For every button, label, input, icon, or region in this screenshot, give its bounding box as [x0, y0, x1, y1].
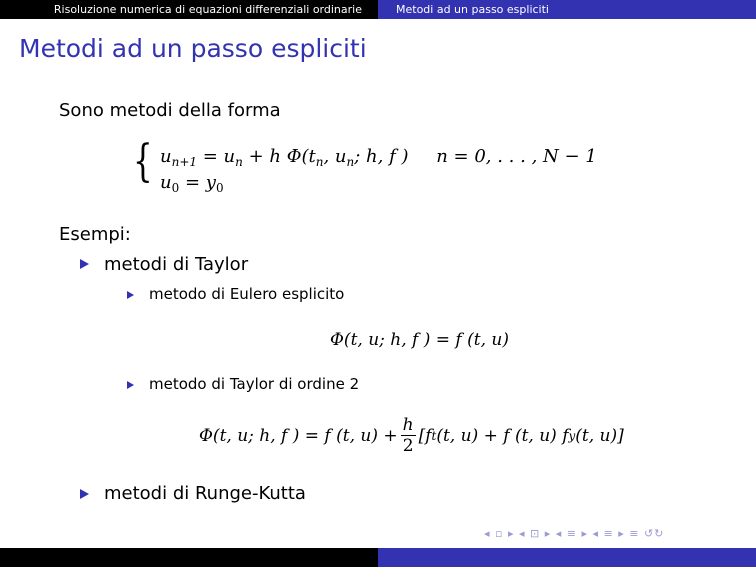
eq1-lhs-sub: n+1: [171, 155, 198, 169]
brace-icon: {: [133, 136, 153, 187]
taylor2-y-sub: y: [568, 428, 576, 443]
eq2-rhs-sub: 0: [215, 181, 224, 195]
eq1-u-sub: n: [346, 155, 355, 169]
euler-formula-text: Φ(t, u; h, f ) = f (t, u): [330, 330, 509, 350]
subsection-title[interactable]: Metodi ad un passo espliciti: [378, 0, 756, 19]
sub-bullet-icon: [127, 291, 134, 299]
equation-line-2: [160, 172, 224, 195]
item-runge-kutta: metodi di Runge-Kutta: [104, 483, 306, 504]
eq2-lhs: u: [160, 172, 172, 193]
fraction-denominator: 2: [402, 436, 414, 456]
intro-text: Sono metodi della forma: [59, 100, 281, 121]
frame-title: Metodi ad un passo espliciti: [19, 34, 367, 63]
examples-label: Esempi:: [59, 224, 131, 245]
section-title[interactable]: Risoluzione numerica di equazioni differenziali ordinarie: [0, 0, 378, 19]
taylor2-t-sub: t: [431, 428, 437, 443]
taylor2-rhs: [f: [418, 425, 432, 446]
taylor2-formula: [199, 415, 624, 456]
taylor2-lhs: Φ(t, u; h, f ) = f (t, u) +: [199, 425, 398, 446]
equation-line-1: [160, 146, 597, 169]
fraction-numerator: h: [402, 415, 414, 435]
footer-right: [378, 548, 756, 567]
fraction: [401, 415, 416, 456]
eq1-rest: + h Φ(t: [242, 146, 316, 167]
eq1-end: ; h, f ): [354, 146, 409, 167]
bullet-icon: [80, 259, 89, 269]
item-taylor: metodi di Taylor: [104, 254, 249, 275]
footer-bar: [0, 548, 756, 567]
eq2-lhs-sub: 0: [171, 181, 180, 195]
eq1-lhs: u: [160, 146, 172, 167]
taylor2-rhs2: (t, u) + f (t, u) f: [436, 425, 569, 446]
eq1-mid: , u: [323, 146, 347, 167]
bullet-icon: [80, 489, 89, 499]
eq1-range: n = 0, . . . , N − 1: [436, 146, 597, 167]
footer-left: [0, 548, 378, 567]
sub-bullet-icon: [127, 381, 134, 389]
eq1-rhs: = u: [197, 146, 236, 167]
header-bar: [0, 0, 756, 19]
eq1-t-sub: n: [315, 155, 324, 169]
euler-formula: [330, 330, 509, 350]
eq2-rhs: = y: [179, 172, 216, 193]
item-taylor2: metodo di Taylor di ordine 2: [149, 375, 360, 393]
eq1-rhs-sub: n: [235, 155, 243, 169]
item-euler: metodo di Eulero esplicito: [149, 285, 345, 303]
navigation-controls[interactable]: ◂ ▫ ▸ ◂ ⊡ ▸ ◂ ≡ ▸ ◂ ≡ ▸ ≡ ↺↻: [484, 527, 665, 540]
taylor2-rhs3: (t, u)]: [575, 425, 624, 446]
